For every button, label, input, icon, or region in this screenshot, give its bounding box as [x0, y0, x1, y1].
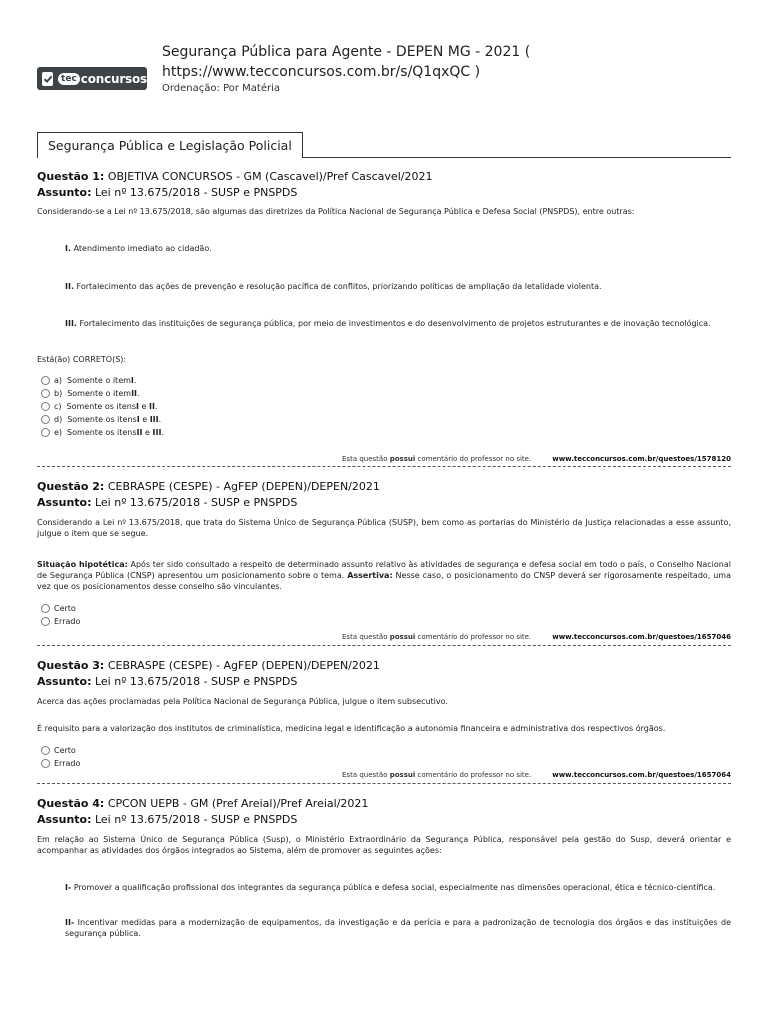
option-text: Somente os itens [66, 402, 137, 411]
question-link[interactable]: www.tecconcursos.com.br/questoes/1578120 [552, 455, 731, 463]
question-3 [37, 658, 731, 770]
option-bold: I [130, 376, 134, 385]
situation-label: Situação hipotética: [37, 560, 128, 569]
question-source: CEBRASPE (CESPE) - AgFEP (DEPEN)/DEPEN/2021 [107, 480, 380, 493]
option-text: Somente o item [67, 389, 132, 398]
option-text: Certo [54, 604, 76, 613]
statement-item [37, 243, 731, 254]
footer-text: Esta questão [342, 771, 390, 779]
item-number: III. [65, 319, 77, 328]
footer-text: comentário do professor no site. [415, 771, 532, 779]
answer-options [37, 744, 731, 770]
question-subject: Lei nº 13.675/2018 - SUSP e PNSPDS [94, 496, 298, 509]
question-text [37, 559, 731, 592]
question-subject: Lei nº 13.675/2018 - SUSP e PNSPDS [94, 675, 298, 688]
answer-option-certo[interactable] [37, 744, 731, 757]
section-title: Segurança Pública e Legislação Policial [37, 132, 303, 158]
option-end: . [161, 428, 164, 437]
logo-tec-text: tec [58, 73, 80, 85]
subject-label: Assunto: [37, 813, 92, 826]
item-number: II- [65, 918, 75, 927]
item-text: Fortalecimento das instituições de segurança pública, por meio de investimentos e do desenvolvimento de projetos estruturantes e de inovação tecnológica. [79, 319, 711, 328]
question-source-line [37, 796, 731, 812]
option-mid: e [139, 415, 150, 424]
document-title-line1: Segurança Pública para Agente - DEPEN MG - 2021 ( [162, 44, 531, 60]
item-number: I. [65, 244, 72, 253]
radio-button[interactable] [41, 746, 50, 755]
option-text: Errado [54, 617, 81, 626]
radio-button[interactable] [41, 415, 50, 424]
question-subject-line [37, 185, 731, 201]
question-statement: Considerando-se a Lei nº 13.675/2018, são algumas das diretrizes da Política Nacional de Segurança Pública e Defesa Social (PNSPDS), entre outras: [37, 207, 635, 216]
question-separator [37, 645, 731, 646]
question-subject-line [37, 674, 731, 690]
professor-comment-note [342, 632, 531, 642]
statement-item [37, 882, 731, 893]
footer-text: Esta questão [342, 455, 390, 463]
option-text: Somente os itens [67, 428, 137, 437]
question-1 [37, 169, 731, 439]
question-statement: Em relação ao Sistema Único de Segurança Pública (Susp), o Ministério Extraordinário da Segurança Pública, responsável pela gestão do Susp, deverá orientar e acompanhar as atividades dos órgãos integrados ao Sistema, além de promover as seguintes ações: [37, 835, 731, 855]
option-bold: I [136, 402, 139, 411]
professor-comment-note [342, 770, 531, 780]
question-source-line [37, 658, 731, 674]
option-bold: II [136, 428, 143, 437]
section-header [37, 132, 731, 158]
radio-button[interactable] [41, 617, 50, 626]
question-statement: Considerando a Lei nº 13.675/2018, que trata do Sistema Único de Segurança Pública (SUSP), bem como as portarias do Ministério da Justiça relacionadas a esse assunto, julgue o item que se segue. [37, 518, 731, 538]
situation-text: Após ter sido consultado a respeito de determinado assunto relativo às atividades de segurança e defesa social em todo o país, o Conselho Nacional de Segurança Pública (CNSP) apresentou um posicionamento sobre o tema. [37, 560, 731, 580]
question-subject-line [37, 812, 731, 828]
answer-option-errado[interactable] [37, 615, 731, 628]
option-letter: d) [54, 415, 63, 424]
question-label: Questão 3: [37, 659, 105, 672]
option-mid: e [142, 428, 153, 437]
professor-comment-note [342, 454, 531, 464]
item-text: Incentivar medidas para a modernização de equipamentos, da investigação e da perícia e para a padronização de tecnologia dos órgãos e das instituições de segurança pública. [65, 918, 731, 938]
question-source-line [37, 169, 731, 185]
checkmark-icon [42, 72, 53, 86]
assertion-text: Nesse caso, o posicionamento do CNSP deverá ser rigorosamente respeitado, uma vez que os posicionamentos desse conselho são vinculantes. [37, 571, 732, 591]
footer-bold: possui [389, 633, 416, 641]
question-subject: Lei nº 13.675/2018 - SUSP e PNSPDS [94, 186, 298, 199]
statement-item [37, 917, 731, 939]
option-end: . [158, 415, 162, 424]
option-letter: a) [54, 376, 63, 385]
answer-option-errado[interactable] [37, 757, 731, 770]
option-letter: c) [54, 402, 62, 411]
ordering-label: Ordenação: Por Matéria [162, 83, 280, 94]
subject-label: Assunto: [37, 675, 92, 688]
answer-option[interactable] [37, 387, 731, 400]
option-bold: III [152, 428, 162, 437]
item-text: Atendimento imediato ao cidadão. [73, 244, 212, 253]
item-text: Promover a qualificação profissional dos integrantes da segurança pública e defesa social, especialmente nas dimensões operacional, ética e técnico-científica. [71, 883, 716, 892]
logo-concursos-text: concursos [80, 71, 147, 86]
option-bold: II [131, 389, 138, 398]
question-subject-line [37, 495, 731, 511]
item-number: II. [65, 282, 74, 291]
answer-option[interactable] [37, 374, 731, 387]
document-header [162, 42, 582, 96]
footer-bold: possui [389, 455, 416, 463]
answer-option[interactable] [37, 400, 731, 413]
assertion-label: Assertiva: [347, 571, 393, 580]
radio-button[interactable] [41, 428, 50, 437]
option-mid: e [139, 402, 150, 411]
option-letter: e) [54, 428, 63, 437]
item-text: Fortalecimento das ações de prevenção e resolução pacífica de conflitos, priorizando políticas de ampliação da letalidade violenta. [76, 282, 602, 291]
option-bold: II [149, 402, 155, 411]
question-text: É requisito para a valorização dos institutos de criminalística, medicina legal e identificação a autonomia financeira e administrativa dos respectivos órgãos. [37, 724, 666, 733]
answer-options [37, 374, 731, 439]
document-title-line2: https://www.tecconcursos.com.br/s/Q1qxQC ) [162, 64, 481, 80]
document-title [162, 42, 582, 82]
question-4 [37, 796, 731, 939]
option-end: . [137, 389, 140, 398]
question-source: CEBRASPE (CESPE) - AgFEP (DEPEN)/DEPEN/2021 [107, 659, 380, 672]
question-statement: Acerca das ações proclamadas pela Política Nacional de Segurança Pública, julgue o item subsecutivo. [37, 697, 448, 706]
question-label: Questão 2: [37, 480, 105, 493]
option-end: . [133, 376, 137, 385]
question-label: Questão 4: [37, 797, 105, 810]
statement-item [37, 281, 731, 292]
subject-label: Assunto: [37, 186, 92, 199]
option-end: . [154, 402, 158, 411]
option-text: Somente o item [67, 376, 131, 385]
question-label: Questão 1: [37, 170, 105, 183]
radio-button[interactable] [41, 759, 50, 768]
item-number: I- [65, 883, 72, 892]
subject-label: Assunto: [37, 496, 92, 509]
question-source-line [37, 479, 731, 495]
footer-text: comentário do professor no site. [415, 633, 532, 641]
question-separator [37, 783, 731, 784]
question-link[interactable]: www.tecconcursos.com.br/questoes/1657064 [552, 771, 731, 779]
option-text: Certo [54, 746, 76, 755]
answer-option[interactable] [37, 413, 731, 426]
footer-text: comentário do professor no site. [415, 455, 532, 463]
question-source: OBJETIVA CONCURSOS - GM (Cascavel)/Pref Cascavel/2021 [107, 170, 433, 183]
statement-item [37, 318, 731, 329]
option-bold: I [136, 415, 140, 424]
option-text: Somente os itens [67, 415, 137, 424]
answer-options [37, 602, 731, 628]
footer-text: Esta questão [342, 633, 390, 641]
question-source: CPCON UEPB - GM (Pref Areial)/Pref Areial/2021 [107, 797, 369, 810]
question-2 [37, 479, 731, 628]
question-separator [37, 466, 731, 467]
question-prompt: Está(ão) CORRETO(S): [37, 355, 127, 364]
footer-bold: possui [389, 771, 416, 779]
option-bold: III [149, 415, 159, 424]
option-text: Errado [54, 759, 81, 768]
answer-option-certo[interactable] [37, 602, 731, 615]
tecconcursos-logo [37, 67, 147, 90]
radio-button[interactable] [41, 402, 50, 411]
option-letter: b) [54, 389, 63, 398]
answer-option[interactable] [37, 426, 731, 439]
radio-button[interactable] [41, 604, 50, 613]
radio-button[interactable] [41, 376, 50, 385]
question-link[interactable]: www.tecconcursos.com.br/questoes/1657046 [552, 633, 731, 641]
radio-button[interactable] [41, 389, 50, 398]
question-subject: Lei nº 13.675/2018 - SUSP e PNSPDS [94, 813, 298, 826]
